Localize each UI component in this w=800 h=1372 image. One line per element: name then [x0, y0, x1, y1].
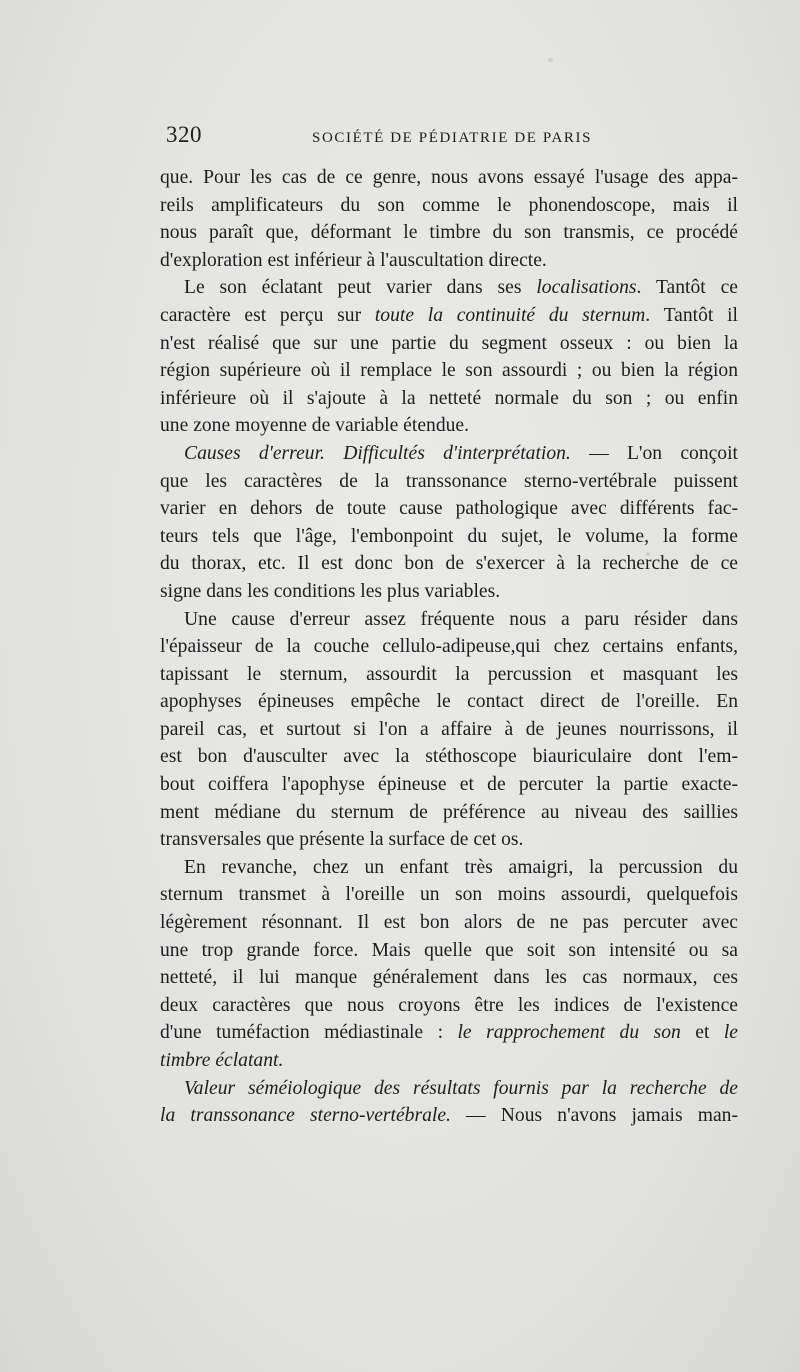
- text-line: est bon d'ausculter avec la stéthoscope biauriculaire dont l'em-: [160, 746, 738, 768]
- text-line: teurs tels que l'âge, l'embonpoint du sujet, le volume, la forme: [160, 525, 738, 547]
- text-line: Le son éclatant peut varier dans ses localisations. Tantôt ce: [184, 277, 738, 299]
- text-line: deux caractères que nous croyons être les indices de l'existence: [160, 994, 738, 1016]
- section-heading-line: la transsonance sterno-vertébrale. — Nous n'avons jamais man-: [160, 1105, 738, 1127]
- text-line: que. Pour les cas de ce genre, nous avons essayé l'usage des appa-: [160, 167, 738, 188]
- text-line: du thorax, etc. Il est donc bon de s'exercer à la recherche de ce: [160, 553, 738, 575]
- section-heading-line: Valeur séméiologique des résultats fournis par la recherche de: [184, 1077, 738, 1099]
- text-line: d'exploration est inférieur à l'auscultation directe.: [160, 249, 547, 271]
- text-line: que les caractères de la transsonance sterno-vertébrale puissent: [160, 470, 738, 492]
- text-line: région supérieure où il remplace le son assourdi ; ou bien la région: [160, 360, 738, 382]
- text-line: transversales que présente la surface de cet os.: [160, 829, 524, 851]
- text-line: une zone moyenne de variable étendue.: [160, 415, 470, 437]
- text-line: d'une tuméfaction médiastinale : le rapprochement du son et le: [160, 1022, 738, 1044]
- text-line: reils amplificateurs du son comme le phonendoscope, mais il: [160, 194, 738, 216]
- text-line: tapissant le sternum, assourdit la percussion et masquant les: [160, 663, 738, 685]
- text-line: n'est réalisé que sur une partie du segment osseux : ou bien la: [160, 332, 738, 354]
- text-line: légèrement résonnant. Il est bon alors de ne pas percuter avec: [160, 912, 738, 934]
- text-line: signe dans les conditions les plus variables.: [160, 580, 501, 602]
- text-line: timbre éclatant.: [160, 1050, 284, 1071]
- page-header: [166, 122, 741, 152]
- paper-spot: [548, 58, 553, 62]
- body-text: [160, 164, 738, 1130]
- running-title: SOCIÉTÉ DE PÉDIATRIE DE PARIS: [312, 130, 593, 146]
- text-line: Une cause d'erreur assez fréquente nous a paru résider dans: [184, 608, 738, 630]
- text-line: l'épaisseur de la couche cellulo-adipeuse,qui chez certains enfants,: [160, 636, 738, 658]
- page-number: 320: [166, 122, 202, 147]
- text-line: netteté, il lui manque généralement dans les cas normaux, ces: [160, 967, 738, 989]
- text-line: ment médiane du sternum de préférence au niveau des saillies: [160, 801, 738, 823]
- text-line: caractère est perçu sur toute la continuité du sternum. Tantôt il: [160, 304, 738, 326]
- text-line: inférieure où il s'ajoute à la netteté normale du son ; ou enfin: [160, 387, 738, 409]
- text-line: varier en dehors de toute cause pathologique avec différents fac-: [160, 498, 738, 520]
- text-line: Causes d'erreur. Difficultés d'interprétation. — L'on conçoit: [184, 442, 738, 464]
- text-line: une trop grande force. Mais quelle que soit son intensité ou sa: [160, 939, 738, 961]
- text-line: pareil cas, et surtout si l'on a affaire à de jeunes nourrissons, il: [160, 718, 738, 740]
- text-line: En revanche, chez un enfant très amaigri, la percussion du: [184, 856, 738, 878]
- text-line: bout coiffera l'apophyse épineuse et de percuter la partie exacte-: [160, 774, 738, 796]
- text-line: apophyses épineuses empêche le contact direct de l'oreille. En: [160, 691, 738, 713]
- text-line: nous paraît que, déformant le timbre du son transmis, ce procédé: [160, 222, 738, 244]
- text-line: sternum transmet à l'oreille un son moins assourdi, quelquefois: [160, 884, 738, 906]
